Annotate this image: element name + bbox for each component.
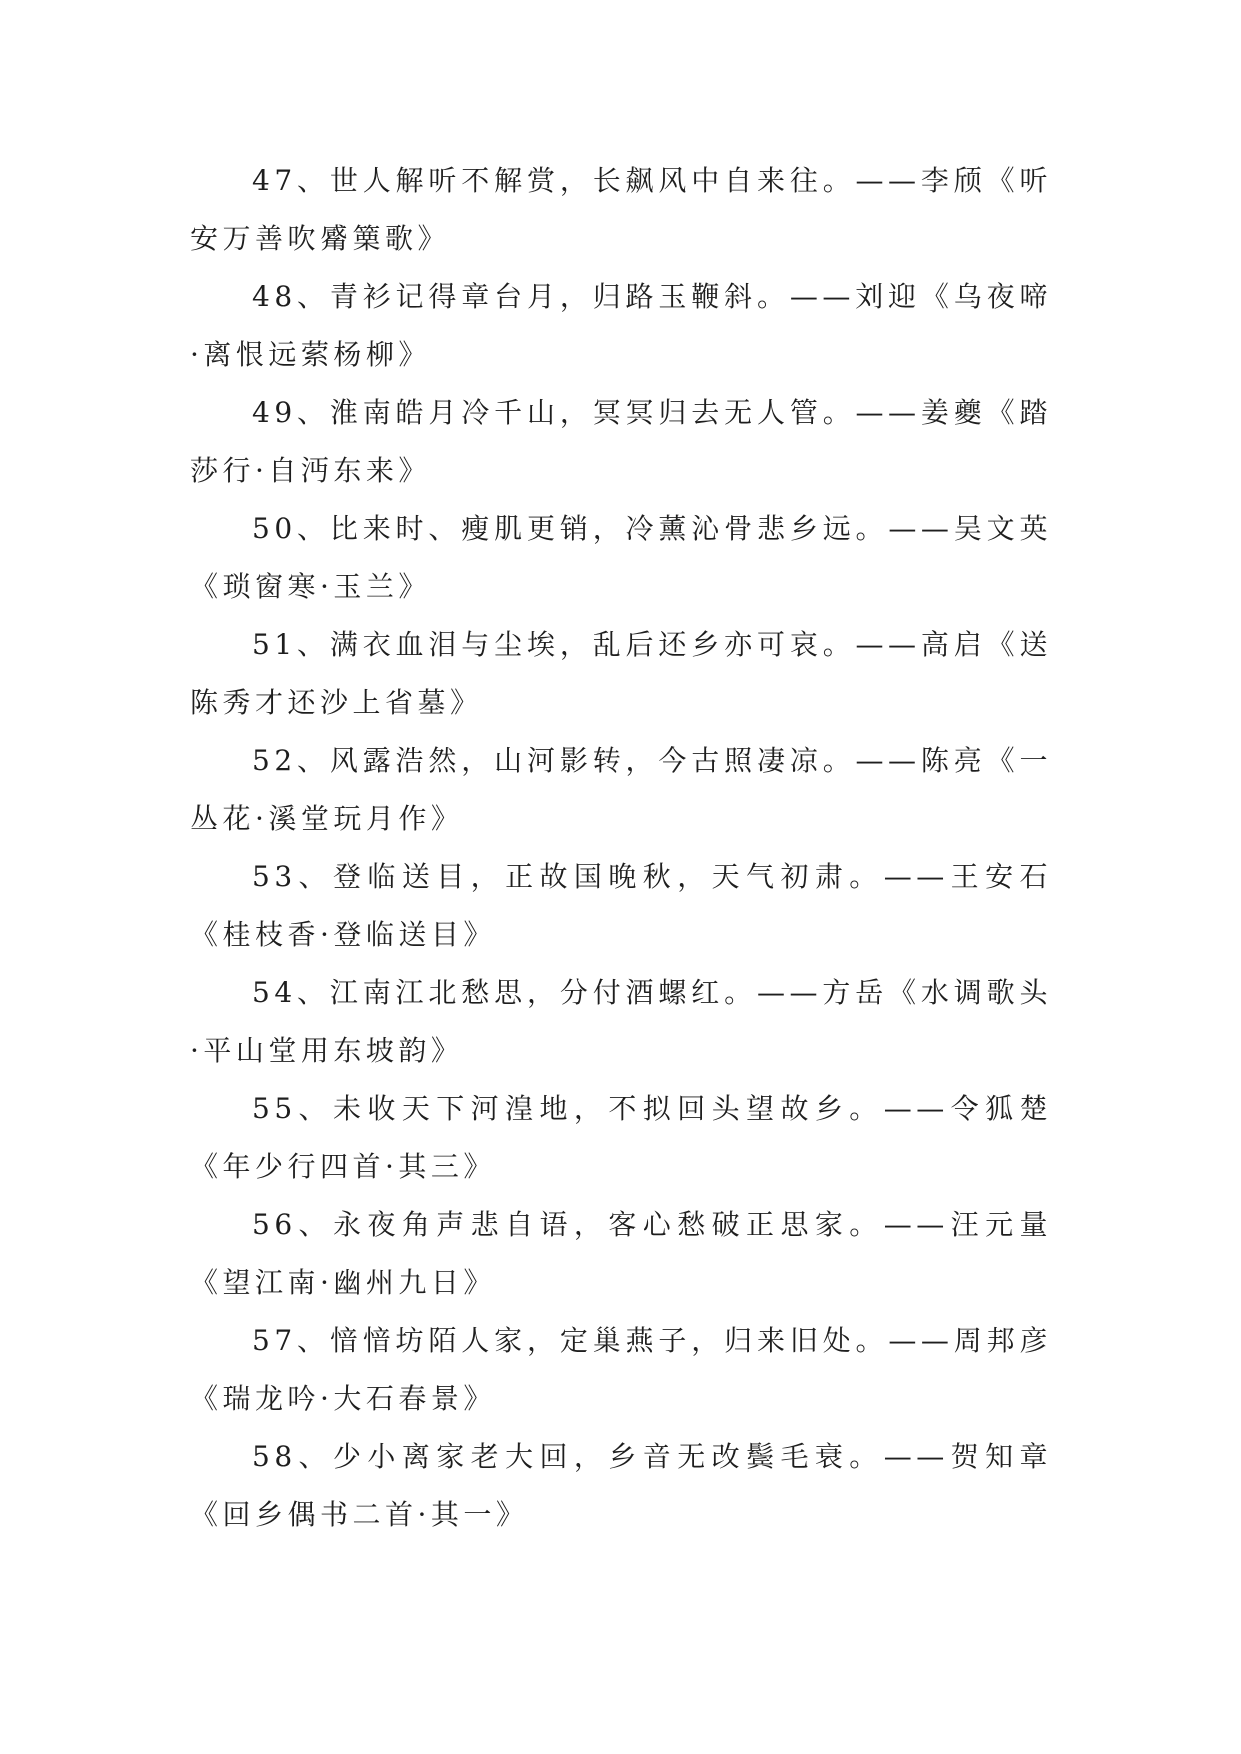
poem-list <box>190 152 1052 1544</box>
poem-entry-53: 53、登临送目，正故国晚秋，天气初肃。——王安石《桂枝香·登临送目》 <box>190 860 1052 951</box>
poem-entry-56: 56、永夜角声悲自语，客心愁破正思家。——汪元量《望江南·幽州九日》 <box>190 1208 1052 1299</box>
poem-entry-54: 54、江南江北愁思，分付酒螺红。——方岳《水调歌头·平山堂用东坡韵》 <box>190 976 1052 1067</box>
poem-entry-49: 49、淮南皓月冷千山，冥冥归去无人管。——姜夔《踏莎行·自沔东来》 <box>190 396 1052 487</box>
poem-entry-57: 57、愔愔坊陌人家，定巢燕子，归来旧处。——周邦彦《瑞龙吟·大石春景》 <box>190 1324 1052 1415</box>
poem-entry-50: 50、比来时、瘦肌更销，冷薰沁骨悲乡远。——吴文英《琐窗寒·玉兰》 <box>190 512 1052 603</box>
poem-entry-47: 47、世人解听不解赏，长飙风中自来往。——李颀《听安万善吹觱篥歌》 <box>190 164 1052 255</box>
poem-entry-51: 51、满衣血泪与尘埃，乱后还乡亦可哀。——高启《送陈秀才还沙上省墓》 <box>190 628 1052 719</box>
poem-entry-58: 58、少小离家老大回，乡音无改鬓毛衰。——贺知章《回乡偶书二首·其一》 <box>190 1440 1052 1531</box>
poem-entry-55: 55、未收天下河湟地，不拟回头望故乡。——令狐楚《年少行四首·其三》 <box>190 1092 1052 1183</box>
poem-entry-52: 52、风露浩然，山河影转，今古照凄凉。——陈亮《一丛花·溪堂玩月作》 <box>190 744 1052 835</box>
poem-entry-48: 48、青衫记得章台月，归路玉鞭斜。——刘迎《乌夜啼·离恨远萦杨柳》 <box>190 280 1052 371</box>
